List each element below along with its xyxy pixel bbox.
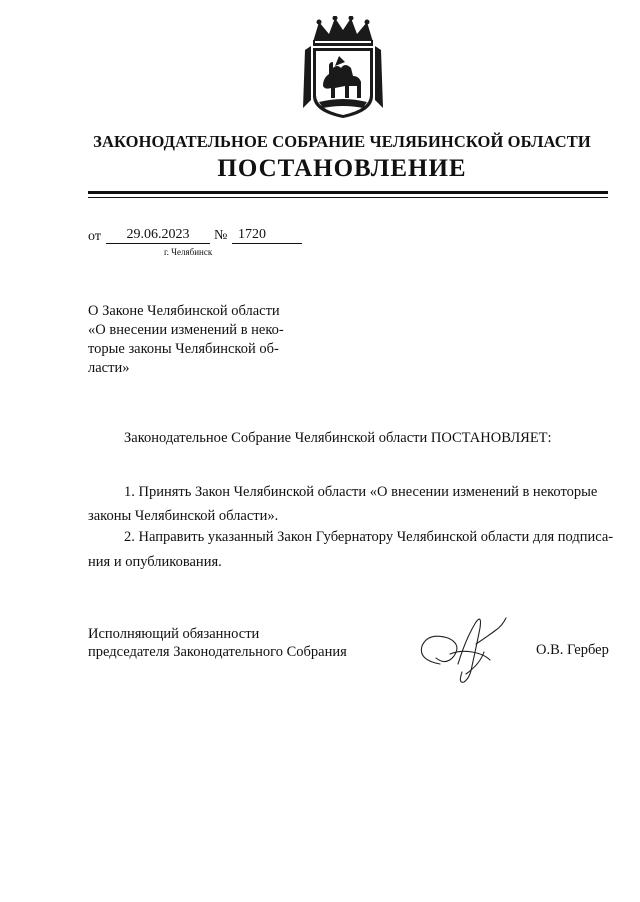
organization-name: ЗАКОНОДАТЕЛЬНОЕ СОБРАНИЕ ЧЕЛЯБИНСКОЙ ОБЛАСТИ [93,132,591,151]
signer-name: О.В. Гербер [536,642,609,658]
subject-line: О Законе Челябинской области [88,303,280,319]
handwritten-signature-icon [410,608,520,688]
document-subject [88,302,288,378]
document-date: 29.06.2023 [106,227,210,244]
document-type-title: ПОСТАНОВЛЕНИЕ [217,155,467,182]
decree-item-1-line-2: законы Челябинской области». [88,508,279,524]
document-number: 1720 [232,227,302,244]
subject-line: «О внесении изменений в неко- [88,322,284,338]
date-prefix: от [88,229,101,244]
header-rule-thick [88,191,608,194]
header-rule-thin [88,197,608,198]
decree-item-1-line-1: 1. Принять Закон Челябинской области «О внесении изменений в некоторые [124,484,598,500]
subject-line: ласти» [88,360,130,376]
decree-item-2-line-2: ния и опубликования. [88,554,222,570]
city-label: г. Челябинск [164,247,213,257]
number-prefix: № [214,228,228,243]
subject-line: торые законы Челябинской об- [88,341,279,357]
coat-of-arms-icon [299,16,387,120]
decree-intro: Законодательное Собрание Челябинской области ПОСТАНОВЛЯЕТ: [124,430,552,446]
signer-title-line-2: председателя Законодательного Собрания [88,644,347,660]
signer-title-line-1: Исполняющий обязанности [88,626,260,642]
decree-item-2-line-1: 2. Направить указанный Закон Губернатору Челябинской области для подписа- [124,529,614,545]
signer-title [88,625,347,661]
